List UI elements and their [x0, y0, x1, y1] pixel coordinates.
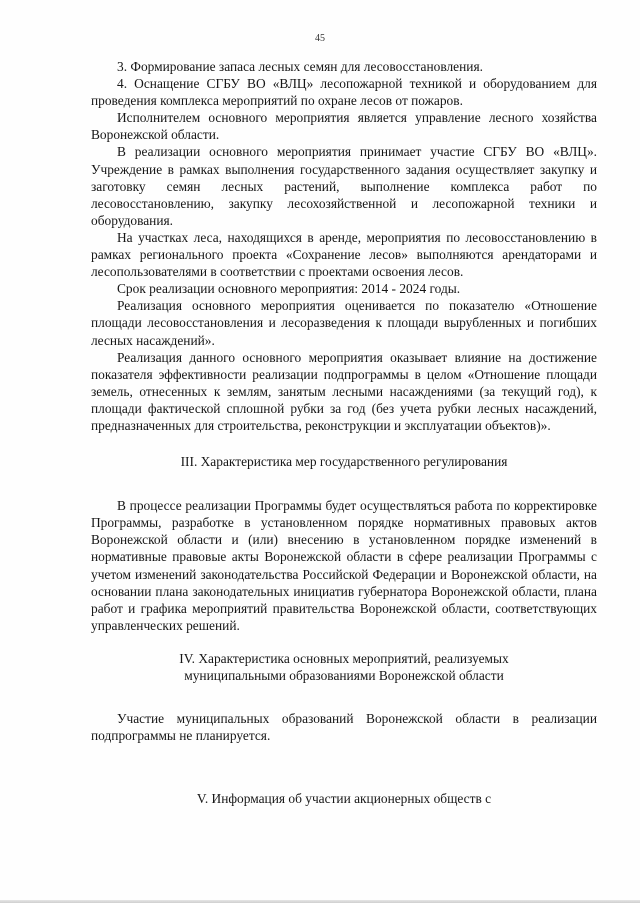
paragraph-item-4: 4. Оснащение СГБУ ВО «ВЛЦ» лесопожарной техникой и оборудованием для проведения комплекса мероприятий по охране лесов от пожаров. — [91, 76, 597, 109]
paragraph-term: Срок реализации основного мероприятия: 2014 - 2024 годы. — [117, 281, 461, 297]
section-3-paragraph: В процессе реализации Программы будет осуществляться работа по корректировке Программы, разработке в установленном порядке нормативных правовых актов Воронежской области и (или) внесению в установленном порядке изменений в нормативные правовые акты Воронежской области в сфере реализации Программы с учетом изменений законодательства Российской Федерации и Воронежской области, на основании плана законодательных инициатив губернатора Воронежской области, плана работ и графика мероприятий правительства Воронежской области, соответствующих управленческих решений. — [91, 498, 597, 633]
paragraph-executor: Исполнителем основного мероприятия является управление лесного хозяйства Воронежской области. — [91, 110, 597, 143]
paragraph-lease: На участках леса, находящихся в аренде, мероприятия по лесовосстановлению в рамках регионального проекта «Сохранение лесов» выполняются арендаторами и лесопользователями в соответствии с проектами освоения лесов. — [91, 229, 597, 280]
page-number: 45 — [315, 33, 325, 44]
paragraph-influence: Реализация данного основного мероприятия оказывает влияние на достижение показателя эффективности реализации подпрограммы в целом «Отношение площади земель, отнесенных к землям, занятым лесными насаждениями (за текущий год), к площади фактической сплошной рубки за год (без учета рубки лесных насаждений, предназначенных для строительства, реконструкции и эксплуатации объектов)». — [91, 349, 597, 433]
section-4-heading-line-2: муниципальными образованиями Воронежской области — [184, 668, 504, 683]
document-body — [91, 58, 597, 807]
paragraph-participant: В реализации основного мероприятия принимает участие СГБУ ВО «ВЛЦ». Учреждение в рамках выполнения государственного задания осуществляет закупку и заготовку семян лесных растений, выполнение комплекса работ по лесовосстановлению, закупку лесохозяйственной и лесопожарной техники и оборудования. — [91, 144, 597, 228]
paragraph-indicator: Реализация основного мероприятия оценивается по показателю «Отношение площади лесовосстановления и лесоразведения к площади вырубленных и погибших лесных насаждений». — [91, 298, 597, 348]
section-4-heading — [91, 650, 597, 684]
section-4-paragraph: Участие муниципальных образований Воронежской области в реализации подпрограммы не планируется. — [91, 711, 597, 744]
section-4-heading-line-1: IV. Характеристика основных мероприятий, реализуемых — [179, 650, 509, 666]
section-5-heading: V. Информация об участии акционерных обществ с — [196, 791, 492, 807]
paragraph-item-3: 3. Формирование запаса лесных семян для лесовосстановления. — [117, 59, 483, 74]
section-3-heading: III. Характеристика мер государственного регулирования — [180, 454, 508, 470]
